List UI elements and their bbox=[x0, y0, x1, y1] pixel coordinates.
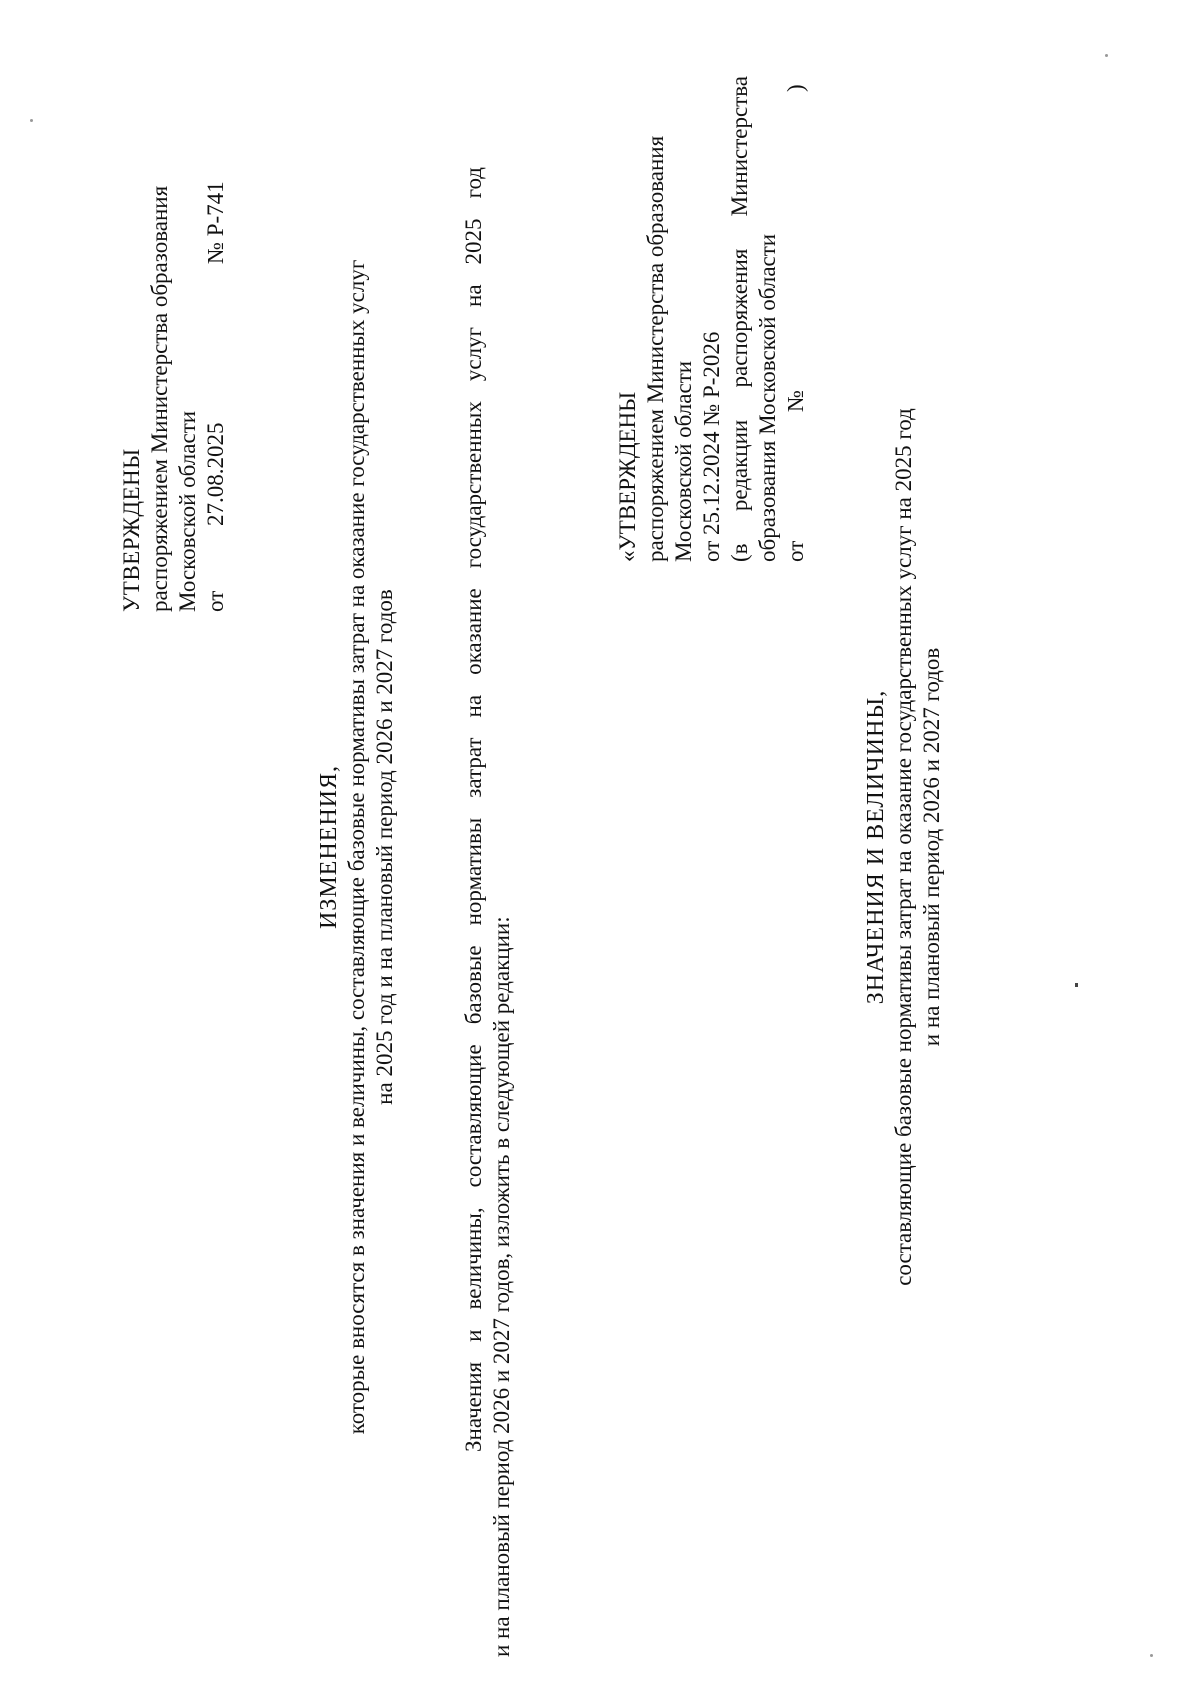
changes-subtitle-line-2: на 2025 год и на плановый период 2026 и 2027 годов bbox=[372, 589, 397, 1105]
scan-mark bbox=[1075, 983, 1078, 987]
scan-speck bbox=[1105, 54, 1108, 57]
values-subtitle-line-2: и на плановый период 2026 и 2027 годов bbox=[919, 647, 944, 1047]
approval-heading: УТВЕРЖДЕНЫ bbox=[119, 448, 144, 612]
paragraph-line-1: Значения и величины, составляющие базовые нормативы затрат на оказание государственных услуг на 2025 год bbox=[461, 167, 486, 1452]
body-paragraph bbox=[460, 167, 516, 1657]
approval-region: Московской области bbox=[175, 410, 200, 612]
values-section bbox=[862, 117, 946, 1577]
date-prefix: от bbox=[203, 590, 228, 612]
revision-note-line-1: (в редакции распоряжения Министерства bbox=[727, 76, 752, 562]
revision-date-prefix: от bbox=[783, 540, 808, 562]
scan-speck bbox=[1150, 1654, 1153, 1657]
revision-close-paren: ) bbox=[783, 84, 808, 92]
approval-heading-quoted: «УТВЕРЖДЕНЫ bbox=[615, 391, 640, 562]
approval-date-number: от 25.12.2024 № Р-2026 bbox=[699, 331, 724, 562]
revision-note-line-2: образования Московской области bbox=[755, 233, 780, 562]
approval-date-line bbox=[202, 92, 230, 612]
changes-section bbox=[315, 117, 399, 1577]
approval-stamp-previous bbox=[614, 42, 810, 562]
revision-date-line bbox=[782, 76, 810, 562]
approval-date: 27.08.2025 bbox=[203, 422, 228, 526]
approval-authority: распоряжением Министерства образования bbox=[147, 185, 172, 612]
approval-number: № Р-741 bbox=[203, 181, 228, 264]
revision-number-sign: № bbox=[783, 390, 808, 412]
values-title: ЗНАЧЕНИЯ И ВЕЛИЧИНЫ, bbox=[863, 689, 889, 1005]
approval-authority: распоряжением Министерства образования bbox=[643, 135, 668, 562]
approval-region: Московской области bbox=[671, 360, 696, 562]
paragraph-line-2: и на плановый период 2026 и 2027 годов, изложить в следующей редакции: bbox=[489, 916, 514, 1657]
values-subtitle-line-1: составляющие базовые нормативы затрат на оказание государственных услуг на 2025 год bbox=[891, 408, 916, 1286]
approval-stamp-current bbox=[118, 72, 230, 612]
changes-title: ИЗМЕНЕНИЯ, bbox=[316, 764, 342, 930]
changes-subtitle-line-1: которые вносятся в значения и величины, составляющие базовые нормативы затрат на оказание государственных услуг bbox=[344, 259, 369, 1435]
scan-speck bbox=[30, 119, 33, 122]
